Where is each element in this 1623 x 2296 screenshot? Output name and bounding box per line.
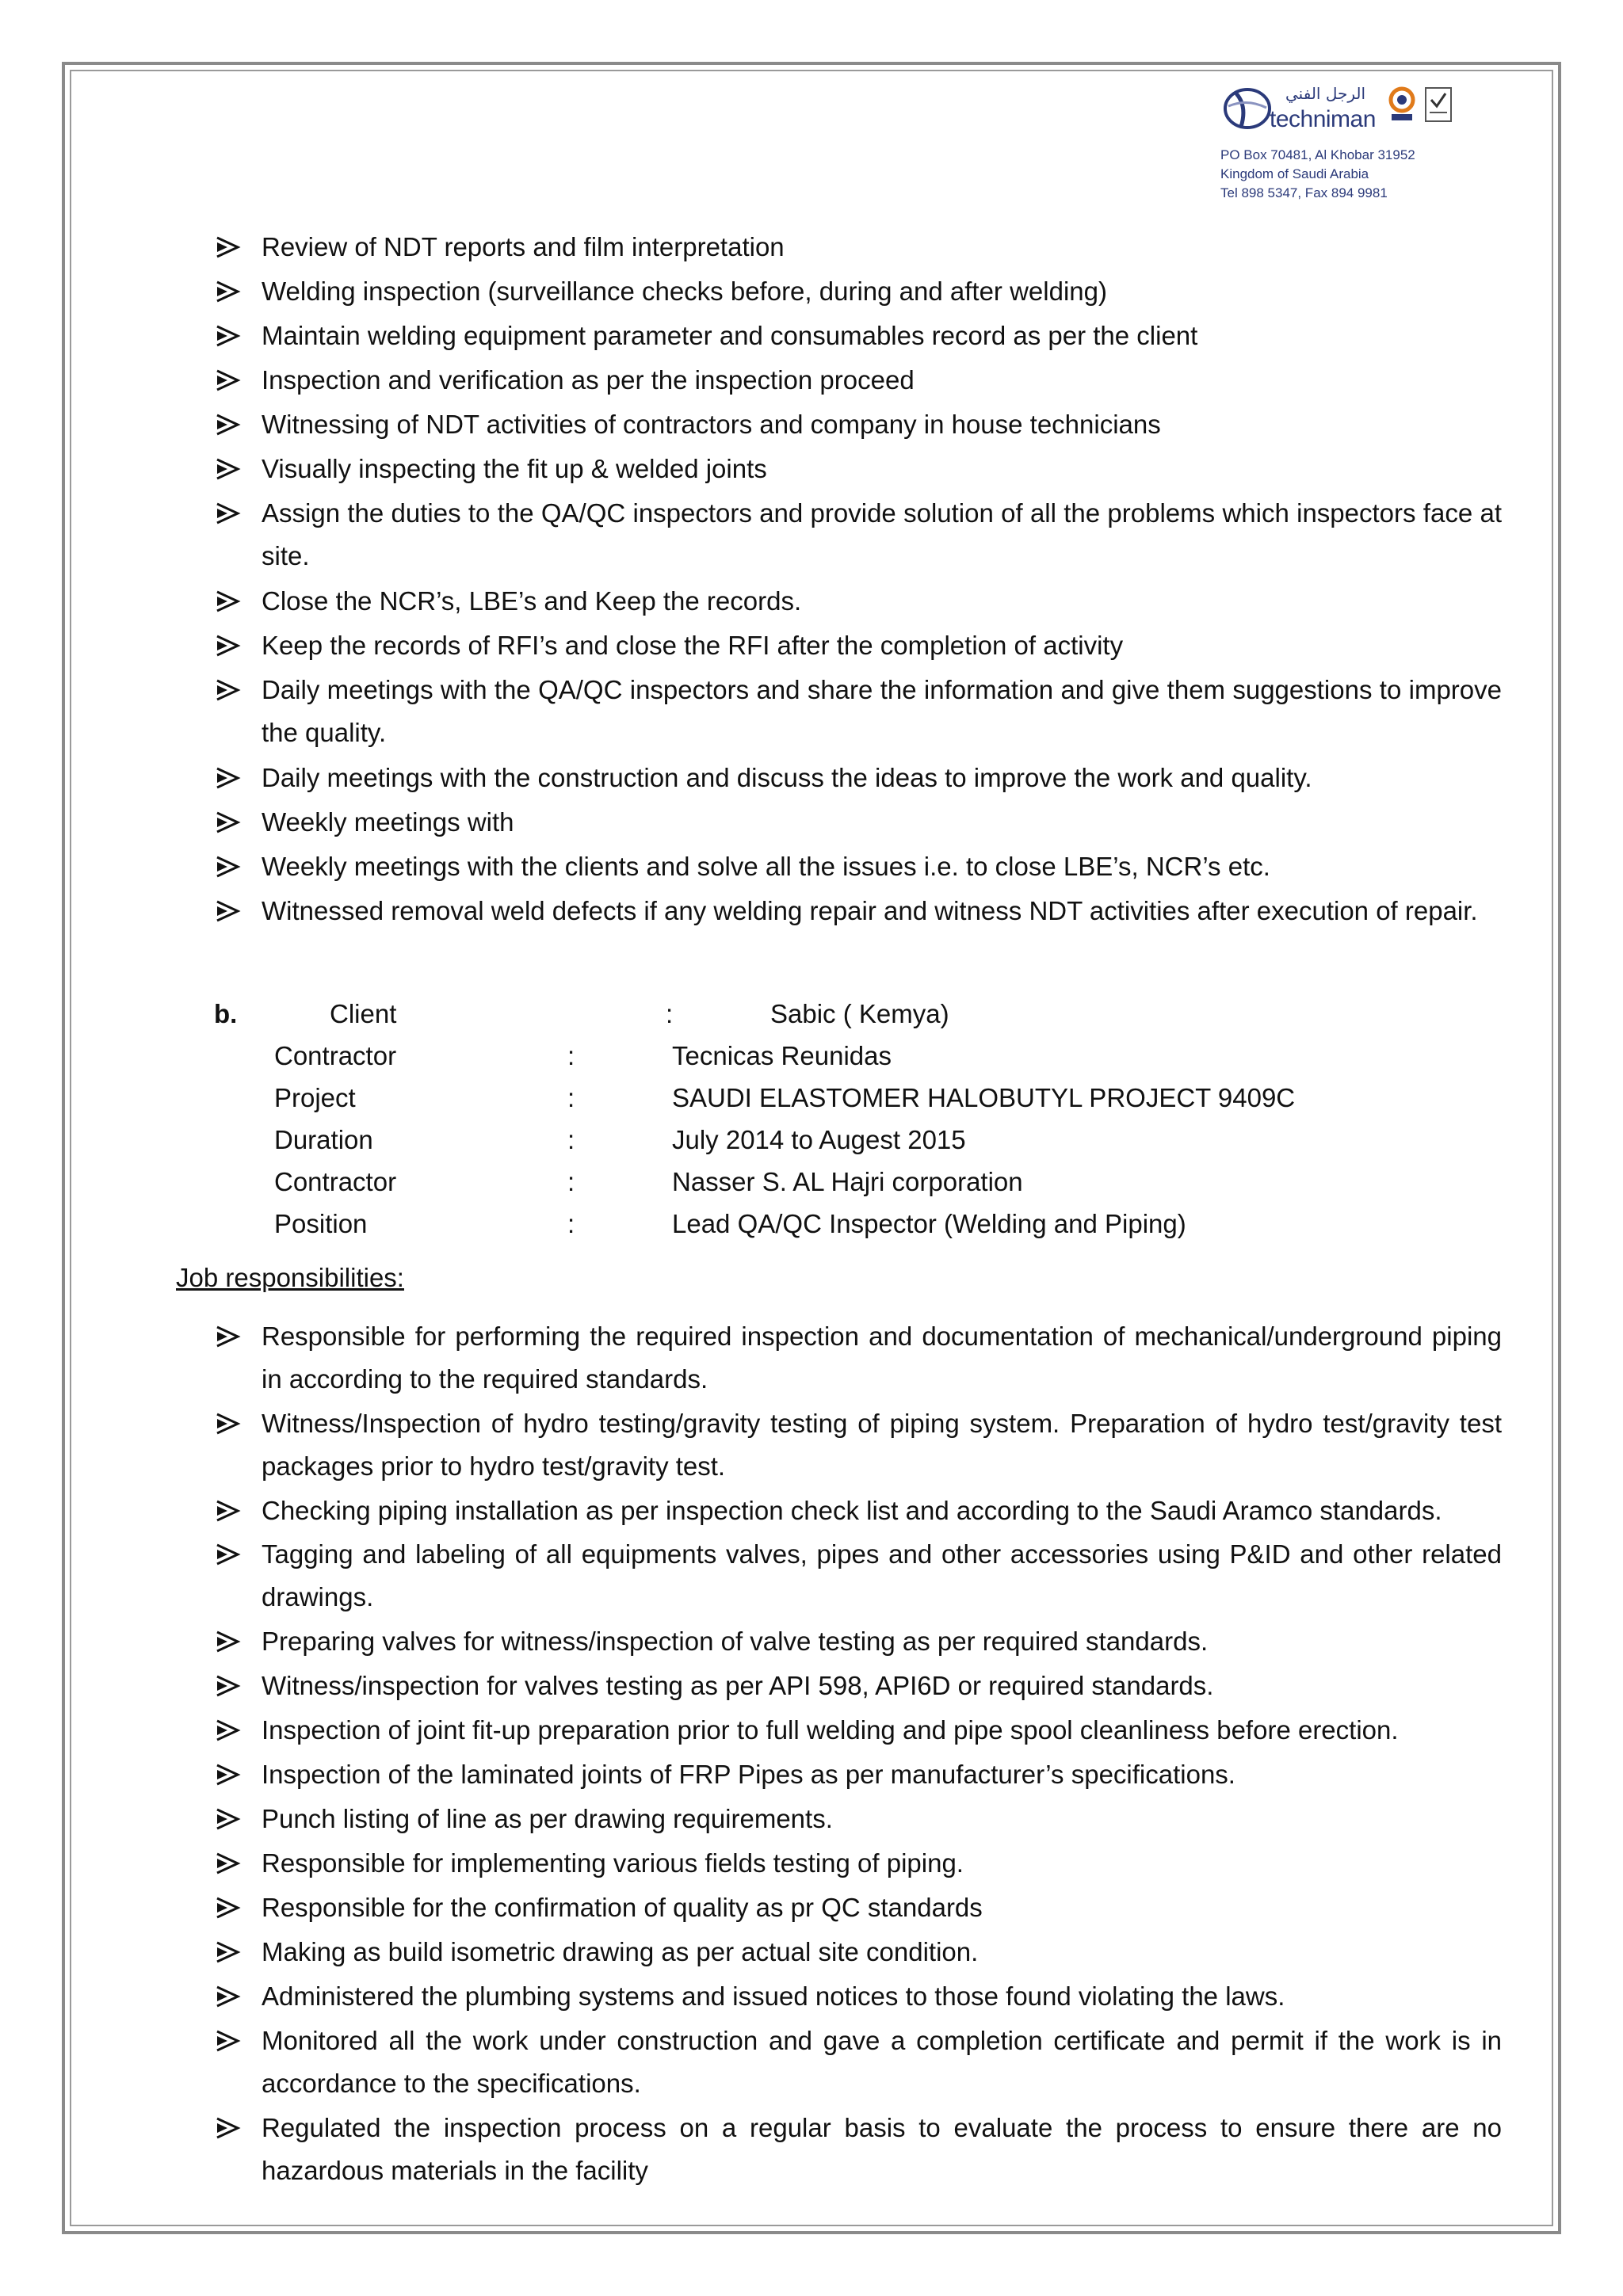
job-responsibilities-heading: Job responsibilities:: [176, 1263, 404, 1292]
list-item: Witnessed removal weld defects if any welding repair and witness NDT activities after execution of repair.: [262, 890, 1502, 933]
arrow-bullet-icon: [214, 757, 242, 799]
arrow-bullet-icon: [214, 226, 242, 269]
project-label: Contractor: [274, 1167, 397, 1196]
list-item: Responsible for performing the required inspection and documentation of mechanical/underground piping in according to the required standards.: [262, 1315, 1502, 1401]
list-item: Administered the plumbing systems and issued notices to those found violating the laws.: [262, 1975, 1502, 2018]
arrow-bullet-icon: [214, 1533, 242, 1576]
project-marker: b.: [214, 999, 238, 1028]
project-separator: :: [666, 999, 674, 1028]
arrow-bullet-icon: [214, 359, 242, 402]
project-label: Duration: [274, 1125, 373, 1154]
logo-company-name: techniman: [1270, 106, 1376, 132]
list-item: Witness/inspection for valves testing as per API 598, API6D or required standards.: [262, 1665, 1502, 1707]
arrow-bullet-icon: [214, 580, 242, 623]
arrow-bullet-icon: [214, 1489, 242, 1532]
project-value-project: SAUDI ELASTOMER HALOBUTYL PROJECT 9409C: [672, 1083, 1296, 1112]
list-item: Close the NCR’s, LBE’s and Keep the records.: [262, 580, 1502, 623]
list-item: Weekly meetings with the clients and solve all the issues i.e. to close LBE’s, NCR’s etc.: [262, 845, 1502, 888]
project-label: Position: [274, 1209, 368, 1238]
arrow-bullet-icon: [214, 1665, 242, 1707]
arrow-bullet-icon: [214, 448, 242, 490]
list-item: Witnessing of NDT activities of contractors and company in house technicians: [262, 403, 1502, 446]
list-item: Monitored all the work under construction and gave a completion certificate and permit if the work is in accordance to the specifications.: [262, 2019, 1502, 2105]
project-separator: :: [567, 1167, 575, 1196]
arrow-bullet-icon: [214, 1798, 242, 1840]
arrow-bullet-icon: [214, 1753, 242, 1796]
arrow-bullet-icon: [214, 801, 242, 844]
arrow-bullet-icon: [214, 669, 242, 711]
sgs-certification-icon: [1387, 86, 1417, 124]
project-label: Project: [274, 1083, 356, 1112]
project-value-duration: July 2014 to Augest 2015: [672, 1125, 966, 1154]
list-item: Inspection and verification as per the inspection proceed: [262, 359, 1502, 402]
project-value-client: Sabic ( Kemya): [770, 999, 949, 1028]
project-value-position: Lead QA/QC Inspector (Welding and Piping): [672, 1209, 1186, 1238]
arrow-bullet-icon: [214, 403, 242, 446]
arrow-bullet-icon: [214, 1842, 242, 1885]
arrow-bullet-icon: [214, 624, 242, 667]
list-item: Welding inspection (surveillance checks before, during and after welding): [262, 270, 1502, 313]
list-item: Daily meetings with the construction and discuss the ideas to improve the work and quality.: [262, 757, 1502, 799]
logo-arabic-text: الرجل الفني: [1285, 84, 1366, 103]
list-item: Visually inspecting the fit up & welded joints: [262, 448, 1502, 490]
arrow-bullet-icon: [214, 2107, 242, 2149]
project-separator: :: [567, 1041, 575, 1070]
arrow-bullet-icon: [214, 1931, 242, 1974]
address-line: PO Box 70481, Al Khobar 31952: [1220, 147, 1415, 162]
list-item: Regulated the inspection process on a regular basis to evaluate the process to ensure there are no hazardous materials in the facility: [262, 2107, 1502, 2192]
list-item: Making as build isometric drawing as per actual site condition.: [262, 1931, 1502, 1974]
project-separator: :: [567, 1083, 575, 1112]
arrow-bullet-icon: [214, 890, 242, 933]
list-item: Maintain welding equipment parameter and consumables record as per the client: [262, 315, 1502, 357]
project-separator: :: [567, 1125, 575, 1154]
project-label: Contractor: [274, 1041, 397, 1070]
list-item: Daily meetings with the QA/QC inspectors and share the information and give them suggestions to improve the quality.: [262, 669, 1502, 754]
project-value-contractor: Tecnicas Reunidas: [672, 1041, 892, 1070]
list-item: Weekly meetings with: [262, 801, 1502, 844]
list-item: Assign the duties to the QA/QC inspectors and provide solution of all the problems which inspectors face at site.: [262, 492, 1502, 578]
address-line: Tel 898 5347, Fax 894 9981: [1220, 185, 1388, 200]
list-item: Witness/Inspection of hydro testing/gravity testing of piping system. Preparation of hydro test/gravity test packages prior to hydro test/gravity test.: [262, 1402, 1502, 1488]
arrow-bullet-icon: [214, 2019, 242, 2062]
list-item: Responsible for implementing various fields testing of piping.: [262, 1842, 1502, 1885]
list-item: Tagging and labeling of all equipments valves, pipes and other accessories using P&ID and other related drawings.: [262, 1533, 1502, 1619]
project-label: Client: [330, 999, 397, 1028]
list-item: Keep the records of RFI’s and close the RFI after the completion of activity: [262, 624, 1502, 667]
arrow-bullet-icon: [214, 315, 242, 357]
list-item: Responsible for the confirmation of quality as pr QC standards: [262, 1886, 1502, 1929]
arrow-bullet-icon: [214, 270, 242, 313]
arrow-bullet-icon: [214, 1709, 242, 1752]
list-item: Checking piping installation as per inspection check list and according to the Saudi Aramco standards.: [262, 1489, 1502, 1532]
arrow-bullet-icon: [214, 1886, 242, 1929]
list-item: Inspection of the laminated joints of FRP Pipes as per manufacturer’s specifications.: [262, 1753, 1502, 1796]
list-item: Review of NDT reports and film interpretation: [262, 226, 1502, 269]
address-line: Kingdom of Saudi Arabia: [1220, 166, 1369, 181]
list-item: Punch listing of line as per drawing requirements.: [262, 1798, 1502, 1840]
arrow-bullet-icon: [214, 1975, 242, 2018]
list-item: Inspection of joint fit-up preparation prior to full welding and pipe spool cleanliness before erection.: [262, 1709, 1502, 1752]
arrow-bullet-icon: [214, 1315, 242, 1358]
company-logo-block: [1220, 79, 1474, 206]
arrow-bullet-icon: [214, 845, 242, 888]
arrow-bullet-icon: [214, 492, 242, 535]
project-value-contractor-2: Nasser S. AL Hajri corporation: [672, 1167, 1023, 1196]
list-item: Preparing valves for witness/inspection of valve testing as per required standards.: [262, 1620, 1502, 1663]
arrow-bullet-icon: [214, 1620, 242, 1663]
company-address: [1220, 146, 1415, 203]
ukas-certification-icon: [1423, 86, 1453, 124]
project-separator: :: [567, 1209, 575, 1238]
techniman-logo-icon: [1220, 82, 1276, 135]
arrow-bullet-icon: [214, 1402, 242, 1445]
